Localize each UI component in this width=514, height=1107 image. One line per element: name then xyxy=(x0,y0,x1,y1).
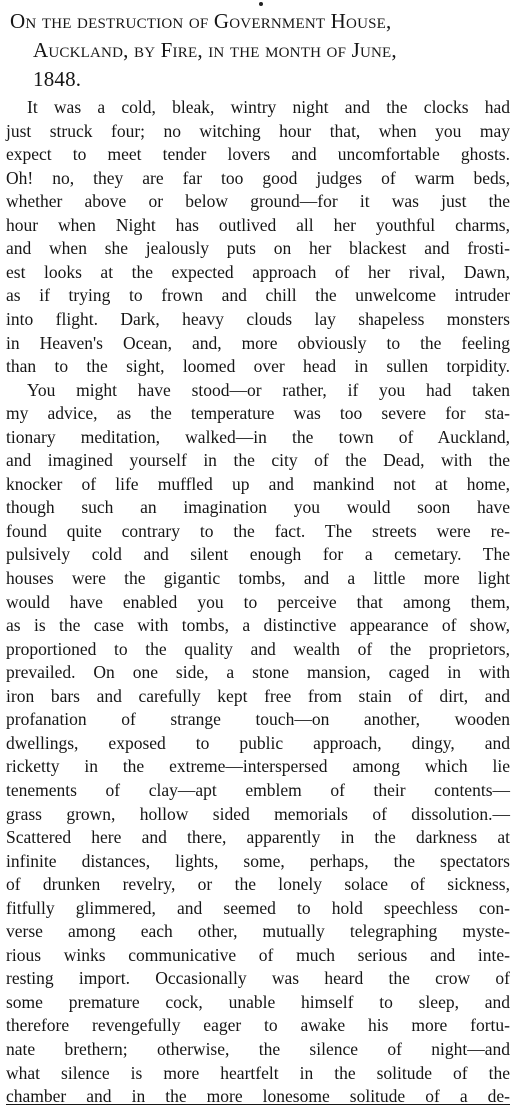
body-line: what silence is more heartfelt in the solitude of the xyxy=(6,1062,510,1083)
body-line: knocker of life muffled up and mankind not at home, xyxy=(6,473,510,494)
body-line: hour when Night has outlived all her youthful charms, xyxy=(6,214,510,235)
ink-speck xyxy=(259,2,263,6)
body-line: though such an imagination you would soon have xyxy=(6,497,510,518)
body-line: tionary meditation, walked—in the town of Auckland, xyxy=(6,426,510,447)
body-line: profanation of strange touch—on another, wooden xyxy=(6,709,510,730)
body-line: than to the sight, loomed over head in sullen torpidity. xyxy=(6,356,510,377)
body-line: resting import. Occasionally was heard the crow of xyxy=(6,968,510,989)
body-line: verse among each other, mutually telegraphing myste- xyxy=(6,921,510,942)
body-line: found quite contrary to the fact. The streets were re- xyxy=(6,520,510,541)
body-line: rious winks communicative of much serious and inte- xyxy=(6,944,510,965)
body-line: iron bars and carefully kept free from stain of dirt, and xyxy=(6,685,510,706)
body-line: ricketty in the extreme—interspersed among which lie xyxy=(6,756,510,777)
body-line: Scattered here and there, apparently in the darkness at xyxy=(6,827,510,848)
body-line: into flight. Dark, heavy clouds lay shapeless monsters xyxy=(6,308,510,329)
body-line: whether above or below ground—for it was just the xyxy=(6,191,510,212)
body-line: therefore revengefully eager to awake his more fortu- xyxy=(6,1015,510,1036)
body-line: expect to meet tender lovers and uncomfortable ghosts. xyxy=(6,144,510,165)
body-line: grass grown, hollow sided memorials of dissolution.— xyxy=(6,803,510,824)
body-line: It was a cold, bleak, wintry night and the clocks had xyxy=(27,97,510,117)
body-line: Oh! no, they are far too good judges of warm beds, xyxy=(6,167,510,188)
body-line: proportioned to the quality and wealth of the proprietors, xyxy=(6,638,510,659)
body-line: just struck four; no witching hour that, when you may xyxy=(6,120,510,141)
body-line: in Heaven's Ocean, and, more obviously to the feeling xyxy=(6,332,510,353)
body-line: nate brethern; otherwise, the silence of night—and xyxy=(6,1039,510,1059)
body-line: would have enabled you to perceive that among them, xyxy=(6,591,510,612)
body-line: chamber and in the more lonesome solitude of a de- xyxy=(6,1086,510,1107)
body-line: tenements of clay—apt emblem of their contents— xyxy=(6,779,510,800)
body-line: of drunken revelry, or the lonely solace of sickness, xyxy=(6,874,510,895)
body-line: and when she jealously puts on her blackest and frosti- xyxy=(6,238,510,259)
body-line: infinite distances, lights, some, perhaps, the spectators xyxy=(6,850,510,871)
title-line: On the destruction of Government House, xyxy=(10,9,392,33)
body-line: dwellings, exposed to public approach, dingy, and xyxy=(6,732,510,753)
body-line: some premature cock, unable himself to sleep, and xyxy=(6,991,510,1012)
body-line: as is the case with tombs, a distinctive appearance of show, xyxy=(6,615,510,636)
body-line: fitfully glimmered, and seemed to hold speechless con- xyxy=(6,897,510,918)
body-line: houses were the gigantic tombs, and a little more light xyxy=(6,568,510,588)
body-line: You might have stood—or rather, if you had taken xyxy=(27,379,510,400)
title-line: 1848. xyxy=(33,67,82,91)
body-line: and imagined yourself in the city of the Dead, with the xyxy=(6,450,510,471)
body-line: as if trying to frown and chill the unwelcome intruder xyxy=(6,285,510,306)
body-line: est looks at the expected approach of her rival, Dawn, xyxy=(6,261,510,282)
title-line: Auckland, by Fire, in the month of June, xyxy=(33,38,397,62)
body-line: my advice, as the temperature was too severe for sta- xyxy=(6,403,510,424)
body-line: prevailed. On one side, a stone mansion, caged in with xyxy=(6,662,510,683)
body-line: pulsively cold and silent enough for a cemetary. The xyxy=(6,544,510,565)
